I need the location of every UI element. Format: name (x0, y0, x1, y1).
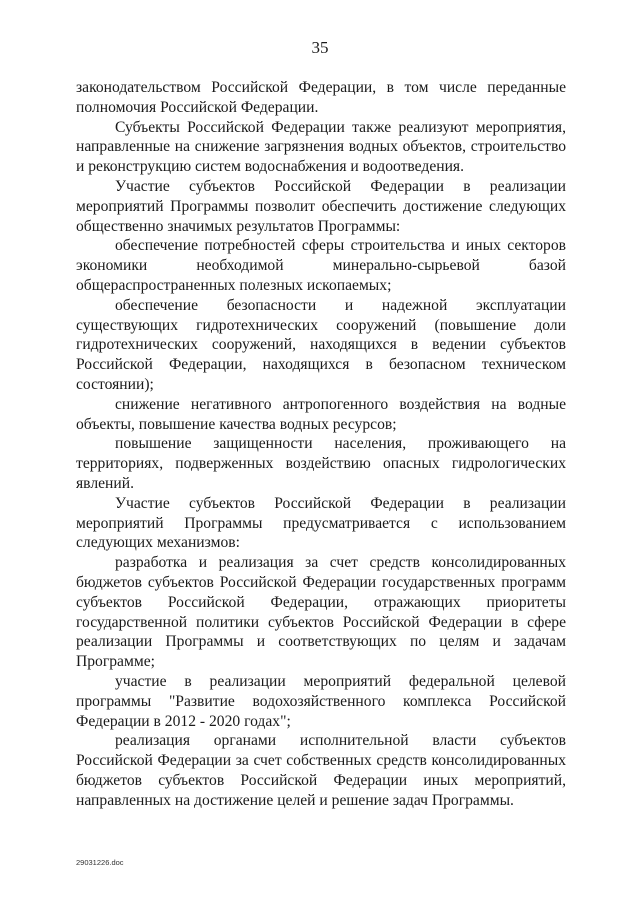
paragraph: Субъекты Российской Федерации также реализуют мероприятия, направленные на снижение загрязнения водных объектов, строительство и реконструкцию систем водоснабжения и водоотведения. (76, 118, 566, 176)
paragraph: реализация органами исполнительной власти субъектов Российской Федерации за счет собственных средств консолидированных бюджетов субъектов Российской Федерации иных мероприятий, направленных на достижение целей и решение задач Программы. (76, 732, 566, 809)
paragraph: участие в реализации мероприятий федеральной целевой программы "Развитие водохозяйственного комплекса Российской Федерации в 2012 - 2020 годах"; (76, 672, 566, 730)
paragraph: обеспечение потребностей сферы строительства и иных секторов экономики необходимой минерально-сырьевой базой общераспространенных полезных ископаемых; (76, 237, 566, 294)
paragraph: обеспечение безопасности и надежной эксплуатации существующих гидротехнических сооружений (повышение доли гидротехнических сооружений, находящихся в ведении субъектов Российской Федерации, находящихся в безопасном техническом состоянии); (76, 296, 566, 393)
paragraph: снижение негативного антропогенного воздействия на водные объекты, повышение качества водных ресурсов; (76, 395, 566, 433)
paragraph: повышение защищенности населения, проживающего на территориях, подверженных воздействию опасных гидрологических явлений. (76, 435, 566, 492)
paragraph: Участие субъектов Российской Федерации в реализации мероприятий Программы позволит обеспечить достижение следующих общественно значимых результатов Программы: (76, 177, 566, 235)
footer-filename: 29031226.doc (76, 858, 124, 867)
paragraph: разработка и реализация за счет средств консолидированных бюджетов субъектов Российской Федерации государственных программ субъектов Российской Федерации, отражающих приоритеты государственной политики субъектов Российской Федерации в сфере реализации Программы и соответствующих по целям и задачам Программе; (76, 554, 566, 671)
document-body (76, 78, 566, 810)
paragraph: законодательством Российской Федерации, в том числе переданные полномочия Российской Федерации. (76, 79, 566, 116)
paragraph: Участие субъектов Российской Федерации в реализации мероприятий Программы предусматривается с использованием следующих механизмов: (76, 494, 566, 552)
page-number: 35 (311, 38, 329, 57)
